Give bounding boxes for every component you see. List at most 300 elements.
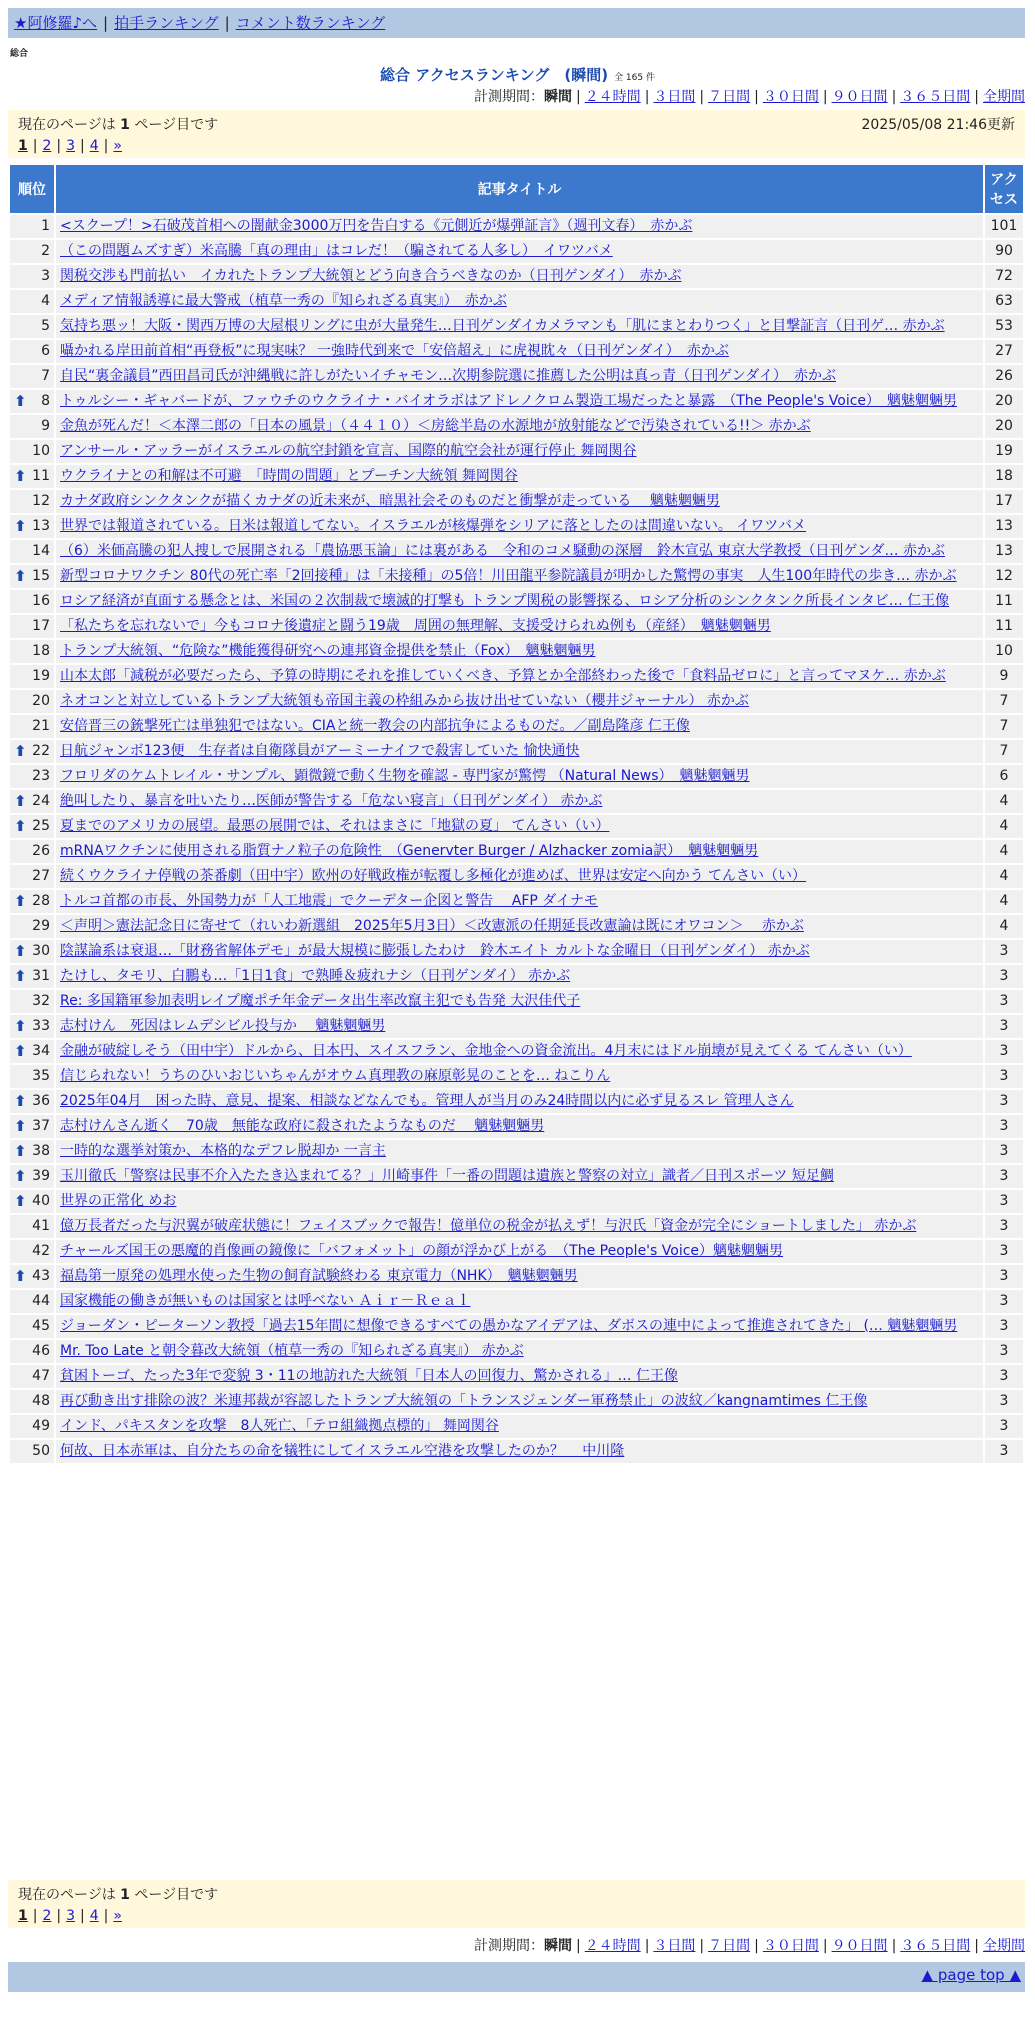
rank-number: 40 [32,1193,50,1209]
rank-cell [10,1215,54,1238]
rank-cell [10,540,54,563]
title-cell [56,790,983,813]
nav-separator: | [224,14,230,32]
pagination-separator: | [56,138,62,154]
title-cell [56,265,983,288]
rank-number: 18 [32,643,50,659]
title-cell [56,740,983,763]
article-link[interactable]: 金魚が死んだ！＜本澤二郎の「日本の風景」（４４１０）＜房総半島の水源地が放射能などで汚染されている!!＞ 赤かぶ [60,418,811,434]
article-link[interactable]: 絶叫したり、暴言を吐いたり…医師が警告する「危ない寝言」（日刊ゲンダイ） 赤かぶ [60,793,603,809]
table-row [10,740,1023,763]
article-link[interactable]: アンサール・アッラーがイスラエルの航空封鎖を宣言、国際的航空会社が運行停止 舞岡関谷 [60,443,637,459]
table-row [10,340,1023,363]
article-link[interactable]: 億万長者だった与沢翼が破産状態に！フェイスブックで報告！億単位の税金が払えず！与沢氏「資金が完全にショートしました」 赤かぶ [60,1218,917,1234]
period-separator: | [822,1938,828,1954]
access-count: 27 [985,340,1023,363]
article-link[interactable]: 金融が破綻しそう（田中宇）ドルから、日本円、スイスフラン、金地金への資金流出。4月末にはドル崩壊が見えてくる てんさい（い） [60,1043,912,1059]
article-link[interactable]: （この問題ムズすぎ）米高騰「真の理由」はコレだ！（騙されてる人多し） イワツバメ [60,243,613,259]
table-row [10,315,1023,338]
table-row [10,215,1023,238]
page-top-link[interactable]: ▲ page top ▲ [921,1966,1021,1984]
article-link[interactable]: Re: 多国籍軍参加表明レイプ魔ポチ年金データ出生率改竄主犯でも告発 大沢佳代子 [60,993,581,1009]
article-link[interactable]: 一時的な選挙対策か、本格的なデフレ脱却か 一言主 [60,1143,386,1159]
rank-cell [10,815,54,838]
table-row [10,440,1023,463]
article-link[interactable]: 玉川徹氏「警察は民事不介入たたき込まれてる？」川崎事件「一番の問題は遺族と警察の対立」識者／日刊スポーツ 短足鯛 [60,1168,834,1184]
rank-number: 33 [32,1018,50,1034]
period-link[interactable]: ３６５日間 [900,1938,971,1954]
period-separator: | [699,1938,705,1954]
period-link[interactable]: 全期間 [983,89,1025,105]
nav-separator: | [103,14,109,32]
article-link[interactable]: 世界の正常化 めお [60,1193,177,1209]
access-count: 12 [985,565,1023,588]
page-status-text [18,1884,218,1904]
title-cell [56,1190,983,1213]
article-link[interactable]: 安倍晋三の銃撃死亡は単独犯ではない。CIAと統一教会の内部抗争によるものだ。／副島隆彦 仁王像 [60,718,690,734]
access-count: 3 [985,1215,1023,1238]
access-count: 17 [985,490,1023,513]
rank-cell [10,1390,54,1413]
table-row [10,265,1023,288]
title-cell [56,990,983,1013]
title-cell [56,515,983,538]
title-cell [56,1365,983,1388]
access-count: 20 [985,415,1023,438]
article-link[interactable]: ネオコンと対立しているトランプ大統領も帝国主義の枠組みから抜け出せていない（櫻井ジャーナル） 赤かぶ [60,693,749,709]
title-cell [56,1140,983,1163]
title-cell [56,315,983,338]
rank-number: 29 [32,918,50,934]
rank-number: 2 [41,243,50,259]
title-cell [56,840,983,863]
title-cell [56,1165,983,1188]
access-count: 3 [985,940,1023,963]
title-cell [56,1040,983,1063]
page-info-bottom [8,1880,1025,1928]
page-info-top [8,110,1025,158]
pagination-separator: | [103,1908,109,1924]
title-cell [56,290,983,313]
table-row [10,965,1023,988]
rank-cell [10,515,54,538]
rank-cell [10,440,54,463]
period-link[interactable]: ２４時間 [584,89,641,105]
rank-column-header: 順位 [10,165,54,213]
access-count: 6 [985,765,1023,788]
title-cell [56,465,983,488]
title-cell [56,365,983,388]
pagination-link[interactable]: 3 [66,1908,76,1924]
pagination-link[interactable]: 2 [42,138,52,154]
access-count: 7 [985,715,1023,738]
table-row [10,1090,1023,1113]
rank-number: 14 [32,543,50,559]
rank-cell [10,1015,54,1038]
period-link[interactable]: ３０日間 [762,1938,819,1954]
rank-up-arrow-icon: ⬆ [14,942,27,960]
page-status-text [18,114,218,134]
rank-cell [10,1365,54,1388]
rank-number: 47 [32,1368,50,1384]
access-count: 4 [985,865,1023,888]
rank-cell [10,1290,54,1313]
access-count: 3 [985,1340,1023,1363]
title-cell [56,390,983,413]
period-link[interactable]: ９０日間 [831,89,888,105]
title-cell [56,240,983,263]
table-row [10,790,1023,813]
article-link[interactable]: ＜声明＞憲法記念日に寄せて（れいわ新選組 2025年5月3日）＜改憲派の任期延長改憲論は既にオワコン＞ 赤かぶ [60,918,804,934]
table-row [10,1290,1023,1313]
table-row [10,690,1023,713]
rank-up-arrow-icon: ⬆ [14,392,27,410]
title-cell [56,490,983,513]
rank-number: 46 [32,1343,50,1359]
article-link[interactable]: 志村けん 死因はレムデシビル投与か 魑魅魍魎男 [60,1018,386,1034]
pagination-link[interactable]: » [113,138,122,154]
table-row [10,1215,1023,1238]
rank-cell [10,340,54,363]
title-cell [56,665,983,688]
rank-number: 38 [32,1143,50,1159]
period-current: 瞬間 [543,89,572,105]
article-link[interactable]: トランプ大統領、“危険な”機能獲得研究への連邦資金提供を禁止（Fox） 魑魅魍魎男 [60,643,596,659]
title-cell [56,590,983,613]
article-link[interactable]: ジョーダン・ピーターソン教授「過去15年間に想像できるすべての愚かなアイデアは、ダボスの連中によって推進されてきた」 (… 魑魅魍魎男 [60,1318,958,1334]
rank-up-arrow-icon: ⬆ [14,892,27,910]
period-separator: | [754,1938,759,1954]
rank-up-arrow-icon: ⬆ [14,1192,27,1210]
rank-number: 21 [32,718,50,734]
rank-cell [10,465,54,488]
rank-cell [10,265,54,288]
access-count: 9 [985,665,1023,688]
ranking-title: 総合 アクセスランキング (瞬間) [380,66,609,84]
rank-number: 41 [32,1218,50,1234]
rank-number: 8 [41,393,50,409]
current-page-number: 1 [120,1887,130,1903]
period-separator: | [644,89,650,105]
article-link[interactable]: 続くウクライナ停戦の茶番劇（田中宇）欧州の好戦政権が転覆し多極化が進めば、世界は安定へ向かう てんさい（い） [60,868,807,884]
period-label: 計測期間： [473,1938,544,1954]
table-row [10,565,1023,588]
access-count: 3 [985,1140,1023,1163]
access-count: 53 [985,315,1023,338]
table-row [10,1040,1023,1063]
period-link[interactable]: 全期間 [983,1938,1025,1954]
article-link[interactable]: Mr. Too Late と朝令暮改大統領（植草一秀の『知られざる真実』） 赤かぶ [60,1343,524,1359]
rank-cell [10,290,54,313]
access-count: 3 [985,1240,1023,1263]
access-count: 18 [985,465,1023,488]
rank-number: 50 [32,1443,50,1459]
title-cell [56,1390,983,1413]
period-separator: | [891,1938,897,1954]
article-link[interactable]: 志村けんさん逝く 70歳 無能な政府に殺されたようなものだ 魑魅魍魎男 [60,1118,545,1134]
period-link[interactable]: ３日間 [653,89,696,105]
pagination-separator: | [56,1908,62,1924]
article-link[interactable]: mRNAワクチンに使用される脂質ナノ粒子の危険性 （Genervter Burger / Alzhacker zomia訳） 魑魅魍魎男 [60,843,759,859]
rank-number: 37 [32,1118,50,1134]
rank-number: 20 [32,693,50,709]
table-row [10,365,1023,388]
title-cell [56,1290,983,1313]
table-row [10,890,1023,913]
article-link[interactable]: 世界では報道されている。日米は報道してない。イスラエルが核爆弾をシリアに落としたのは間違いない。 イワツバメ [60,518,807,534]
article-link[interactable]: ウクライナとの和解は不可避 「時間の問題」とプーチン大統領 舞岡関谷 [60,468,518,484]
rank-cell [10,965,54,988]
article-link[interactable]: 2025年04月 困った時、意見、提案、相談などなんでも。管理人が当月のみ24時間以内に必ず見るスレ 管理人さん [60,1093,794,1109]
rank-up-arrow-icon: ⬆ [14,1092,27,1110]
period-link[interactable]: ７日間 [708,89,751,105]
article-link[interactable]: 日航ジャンボ123便 生存者は自衛隊員がアーミーナイフで殺害していた 愉快通快 [60,743,580,759]
rank-number: 1 [41,218,50,234]
clap-ranking-link[interactable]: 拍手ランキング [114,14,219,32]
rank-cell [10,390,54,413]
rank-number: 15 [32,568,50,584]
access-count: 4 [985,915,1023,938]
period-link[interactable]: ３０日間 [762,89,819,105]
access-count: 7 [985,740,1023,763]
article-link[interactable]: 夏までのアメリカの展望。最悪の展開では、それはまさに「地獄の夏」 てんさい（い） [60,818,610,834]
rank-number: 7 [41,368,50,384]
rank-up-arrow-icon: ⬆ [14,1167,27,1185]
access-count: 3 [985,1015,1023,1038]
rank-number: 19 [32,668,50,684]
comment-ranking-link[interactable]: コメント数ランキング [235,14,386,32]
pagination-link[interactable]: 4 [89,138,99,154]
rank-up-arrow-icon: ⬆ [14,517,27,535]
title-cell [56,1340,983,1363]
pagination-link[interactable]: 4 [89,1908,99,1924]
rank-cell [10,565,54,588]
article-link[interactable]: メディア情報誘導に最大警戒（植草一秀の『知られざる真実』） 赤かぶ [60,293,507,309]
pagination-separator: | [80,138,85,154]
rank-number: 45 [32,1318,50,1334]
period-separator: | [575,1938,581,1954]
period-link[interactable]: ２４時間 [584,1938,641,1954]
pagination-separator: | [103,138,109,154]
rank-number: 42 [32,1243,50,1259]
rank-up-arrow-icon: ⬆ [14,1017,27,1035]
article-link[interactable]: 新型コロナワクチン 80代の死亡率「2回接種」は「未接種」の5倍！川田龍平参院議員が明かした驚愕の事実 人生100年時代の歩き… 赤かぶ [60,568,957,584]
article-link[interactable]: 自民“裏金議員”西田昌司氏が沖縄戦に許しがたいイチャモン…次期参院選に推薦した公明は真っ青（日刊ゲンダイ） 赤かぶ [60,368,836,384]
article-link[interactable]: チャールズ国王の悪魔的肖像画の鏡像に「バフォメット」の顔が浮かび上がる （The People's Voice）魑魅魍魎男 [60,1243,784,1259]
period-link[interactable]: ７日間 [708,1938,751,1954]
article-link[interactable]: 貧困トーゴ、たった3年で変貌 3・11の地訪れた大統領「日本人の回復力、驚かされる」… 仁王像 [60,1368,678,1384]
total-count: 全 165 件 [614,73,655,83]
title-cell [56,765,983,788]
access-count: 3 [985,1265,1023,1288]
rank-up-arrow-icon: ⬆ [14,967,27,985]
page-status-prefix: 現在のページは [18,117,121,133]
rank-cell [10,315,54,338]
title-column-header: 記事タイトル [56,165,983,213]
access-count: 20 [985,390,1023,413]
rank-cell [10,1190,54,1213]
rank-number: 24 [32,793,50,809]
period-selector-top [474,86,1025,106]
rank-number: 17 [32,618,50,634]
article-link[interactable]: たけし、タモリ、白鵬も…「1日1食」で熟睡＆疲れナシ（日刊ゲンダイ） 赤かぶ [60,968,571,984]
article-link[interactable]: 福島第一原発の処理水使った生物の飼育試験終わる 東京電力（NHK） 魑魅魍魎男 [60,1268,578,1284]
title-cell [56,215,983,238]
access-count: 4 [985,890,1023,913]
rank-cell [10,1240,54,1263]
article-link[interactable]: （6）米価高騰の犯人捜しで展開される「農協悪玉論」には裏がある 令和のコメ騒動の深層 鈴木宣弘 東京大学教授（日刊ゲンダ… 赤かぶ [60,543,945,559]
access-count: 3 [985,965,1023,988]
table-row [10,1165,1023,1188]
article-link[interactable]: 山本太郎「減税が必要だったら、予算の時期にそれを推していくべき、予算とか全部終わった後で「食料品ゼロに」と言ってマヌケ… 赤かぶ [60,668,946,684]
title-cell [56,865,983,888]
article-link[interactable]: 「私たちを忘れないで」今もコロナ後遺症と闘う19歳 周囲の無理解、支援受けられぬ例も（産経） 魑魅魍魎男 [60,618,771,634]
rank-number: 44 [32,1293,50,1309]
rank-number: 12 [32,493,50,509]
period-link[interactable]: ３日間 [653,1938,696,1954]
rank-cell [10,215,54,238]
rank-number: 9 [41,418,50,434]
access-count: 11 [985,615,1023,638]
article-link[interactable]: 再び動き出す排除の波？米連邦裁が容認したトランプ大統領の「トランスジェンダー軍務禁止」の波紋／kangnamtimes 仁王像 [60,1393,868,1409]
rank-cell [10,690,54,713]
rank-number: 28 [32,893,50,909]
rank-number: 27 [32,868,50,884]
access-count: 13 [985,515,1023,538]
rank-cell [10,1140,54,1163]
article-link[interactable]: 国家機能の働きが無いものは国家とは呼べない Ａｉｒ－Ｒｅａｌ [60,1293,471,1309]
bottom-bar [8,1962,1025,1992]
access-count: 11 [985,590,1023,613]
table-row [10,665,1023,688]
rank-cell [10,1415,54,1438]
rank-number: 16 [32,593,50,609]
pagination-link[interactable]: » [113,1908,122,1924]
access-count: 10 [985,640,1023,663]
pagination-separator: | [32,138,38,154]
title-cell [56,715,983,738]
article-link[interactable]: 信じられない！うちのひいおじいちゃんがオウム真理教の麻原彰晃のことを… ねこりん [60,1068,611,1084]
table-row [10,490,1023,513]
article-link[interactable]: トゥルシー・ギャバードが、ファウチのウクライナ・バイオラボはアドレノクロム製造工場だったと暴露 （The People's Voice） 魑魅魍魎男 [60,393,958,409]
pagination-link[interactable]: 3 [66,138,76,154]
article-link[interactable]: ロシア経済が直面する懸念とは、米国の２次制裁で壊滅的打撃も トランプ関税の影響探る、ロシア分析のシンクタンク所長インタビ… 仁王像 [60,593,950,609]
article-link[interactable]: 関税交渉も門前払い イカれたトランプ大統領とどう向き合うべきなのか（日刊ゲンダイ） 赤かぶ [60,268,682,284]
access-count: 101 [985,215,1023,238]
rank-number: 34 [32,1043,50,1059]
table-row [10,1140,1023,1163]
article-link[interactable]: 気持ち悪ッ！大阪・関西万博の大屋根リングに虫が大量発生…日刊ゲンダイカメラマンも「肌にまとわりつく」と目撃証言（日刊ゲ… 赤かぶ [60,318,945,334]
table-row [10,390,1023,413]
rank-up-arrow-icon: ⬆ [14,567,27,585]
access-count: 3 [985,1065,1023,1088]
rank-number: 6 [41,343,50,359]
rank-number: 43 [32,1268,50,1284]
rank-cell [10,240,54,263]
access-count: 63 [985,290,1023,313]
table-row [10,515,1023,538]
period-link[interactable]: ９０日間 [831,1938,888,1954]
access-count: 3 [985,1390,1023,1413]
pagination-current: 1 [18,138,28,154]
access-count: 7 [985,690,1023,713]
title-cell [56,615,983,638]
period-separator: | [891,89,897,105]
title-cell [56,1440,983,1463]
article-link[interactable]: インド、パキスタンを攻撃 8人死亡、「テロ組織拠点標的」 舞岡関谷 [60,1418,499,1434]
rank-cell [10,940,54,963]
access-count: 72 [985,265,1023,288]
period-current: 瞬間 [543,1938,572,1954]
rank-cell [10,740,54,763]
rank-up-arrow-icon: ⬆ [14,467,27,485]
access-count: 4 [985,815,1023,838]
table-row [10,990,1023,1013]
period-separator: | [974,89,979,105]
table-row [10,1190,1023,1213]
access-count: 3 [985,1315,1023,1338]
article-link[interactable]: カナダ政府シンクタンクが描くカナダの近未来が、暗黒社会そのものだと衝撃が走っている 魑魅魍魎男 [60,493,720,509]
page-title [0,64,1035,85]
article-link[interactable]: 囁かれる岸田前首相“再登板”に現実味？ 一強時代到来で「安倍超え」に虎視眈々（日刊ゲンダイ） 赤かぶ [60,343,729,359]
rank-cell [10,1315,54,1338]
rank-number: 23 [32,768,50,784]
rank-cell [10,790,54,813]
rank-number: 13 [32,518,50,534]
title-cell [56,640,983,663]
rank-number: 26 [32,843,50,859]
rank-number: 22 [32,743,50,759]
home-link[interactable]: ★阿修羅♪へ [14,14,98,32]
rank-number: 25 [32,818,50,834]
title-cell [56,1315,983,1338]
title-cell [56,565,983,588]
access-count: 4 [985,790,1023,813]
rank-up-arrow-icon: ⬆ [14,1117,27,1135]
rank-cell [10,1040,54,1063]
table-row [10,915,1023,938]
period-separator: | [822,89,828,105]
title-cell [56,965,983,988]
table-row [10,715,1023,738]
pagination-link[interactable]: 2 [42,1908,52,1924]
article-link[interactable]: トルコ首都の市長、外国勢力が「人工地震」でクーデター企図と警告 AFP ダイナモ [60,893,598,909]
title-cell [56,440,983,463]
rank-cell [10,665,54,688]
access-count: 90 [985,240,1023,263]
rank-cell [10,415,54,438]
title-cell [56,1115,983,1138]
rank-cell [10,1165,54,1188]
rank-number: 5 [41,318,50,334]
rank-number: 35 [32,1068,50,1084]
updated-timestamp: 2025/05/08 21:46更新 [861,117,1015,133]
rank-cell [10,990,54,1013]
table-row [10,865,1023,888]
rank-up-arrow-icon: ⬆ [14,1142,27,1160]
article-link[interactable]: 何故、日本赤軍は、自分たちの命を犠牲にしてイスラエル空港を攻撃したのか？ 中川隆 [60,1443,625,1459]
article-link[interactable]: フロリダのケムトレイル・サンプル、顕微鏡で動く生物を確認 - 専門家が驚愕 （Natural News） 魑魅魍魎男 [60,768,750,784]
rank-up-arrow-icon: ⬆ [14,817,27,835]
rank-cell [10,1090,54,1113]
rank-up-arrow-icon: ⬆ [14,1042,27,1060]
article-link[interactable]: <スクープ！>石破茂首相への闇献金3000万円を告白する《元側近が爆弾証言》（週刊文春） 赤かぶ [60,218,693,234]
table-row [10,1015,1023,1038]
table-row [10,615,1023,638]
period-link[interactable]: ３６５日間 [900,89,971,105]
table-row [10,415,1023,438]
article-link[interactable]: 陰謀論系は衰退…「財務省解体デモ」が最大規模に膨張したわけ 鈴木エイト カルトな金曜日（日刊ゲンダイ） 赤かぶ [60,943,810,959]
